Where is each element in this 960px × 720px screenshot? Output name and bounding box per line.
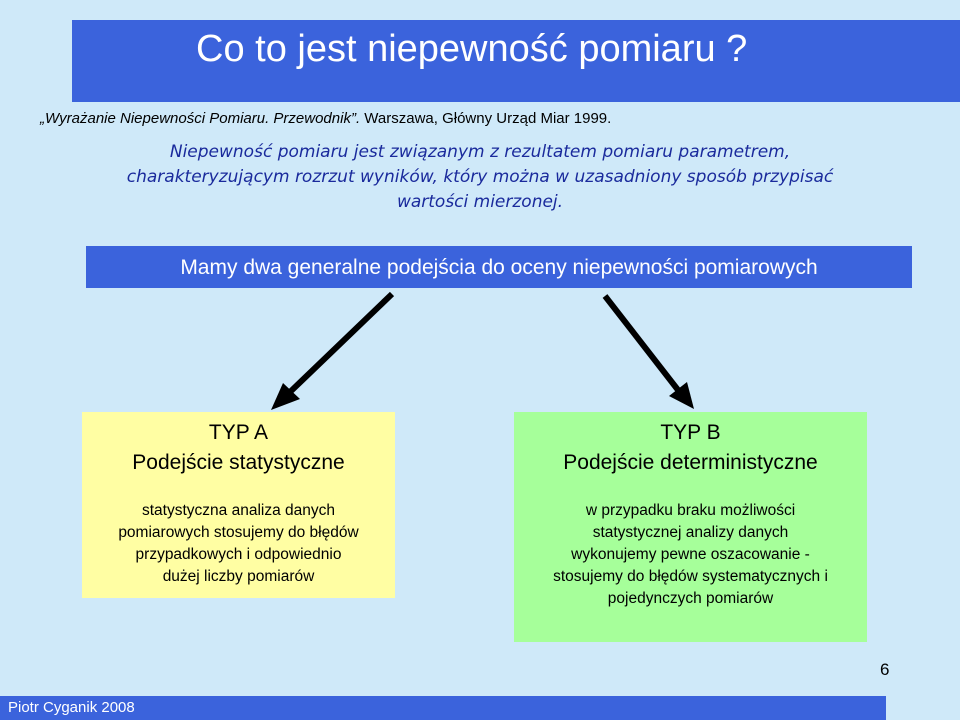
approaches-text: Mamy dwa generalne podejścia do oceny niepewności pomiarowych — [180, 256, 818, 279]
page-number: 6 — [880, 660, 890, 679]
type-a-heading: TYP A — [208, 421, 269, 444]
type-b-heading: TYP B — [660, 421, 721, 444]
type-b-line: stosujemy do błędów systematycznych i — [553, 568, 828, 585]
type-a-description — [82, 500, 395, 588]
citation-publisher: Warszawa, Główny Urząd Miar 1999. — [360, 110, 612, 127]
definition-line-2: charakteryzującym rozrzut wyników, który można w uzasadniony sposób przypisać — [126, 167, 834, 187]
citation-title: „Wyrażanie Niepewności Pomiaru. Przewodnik”. — [40, 110, 361, 127]
type-a-subheading: Podejście statystyczne — [132, 451, 345, 474]
arrow-right-line — [605, 296, 678, 390]
page-title: Co to jest niepewność pomiaru ? — [196, 28, 748, 70]
footer-author: Piotr Cyganik 2008 — [8, 699, 135, 716]
type-b-line: w przypadku braku możliwości — [585, 502, 796, 519]
footer-bar — [0, 696, 886, 720]
type-b-line: pojedynczych pomiarów — [607, 590, 774, 607]
type-b-description — [514, 500, 867, 610]
type-a-line: pomiarowych stosujemy do błędów — [118, 524, 359, 541]
type-b-box — [514, 412, 867, 642]
type-a-line: przypadkowych i odpowiednio — [135, 546, 342, 563]
definition-line-3: wartości mierzonej. — [396, 192, 564, 212]
type-a-line: statystyczna analiza danych — [142, 502, 335, 519]
type-b-line: wykonujemy pewne oszacowanie - — [571, 546, 810, 563]
definition-line-1: Niepewność pomiaru jest związanym z rezultatem pomiaru parametrem, — [169, 142, 791, 162]
type-b-line: statystycznej analizy danych — [592, 524, 789, 541]
type-a-line: dużej liczby pomiarów — [162, 568, 315, 585]
type-a-box — [82, 412, 395, 598]
type-b-subheading: Podejście deterministyczne — [563, 451, 818, 474]
arrow-left-line — [290, 294, 392, 392]
